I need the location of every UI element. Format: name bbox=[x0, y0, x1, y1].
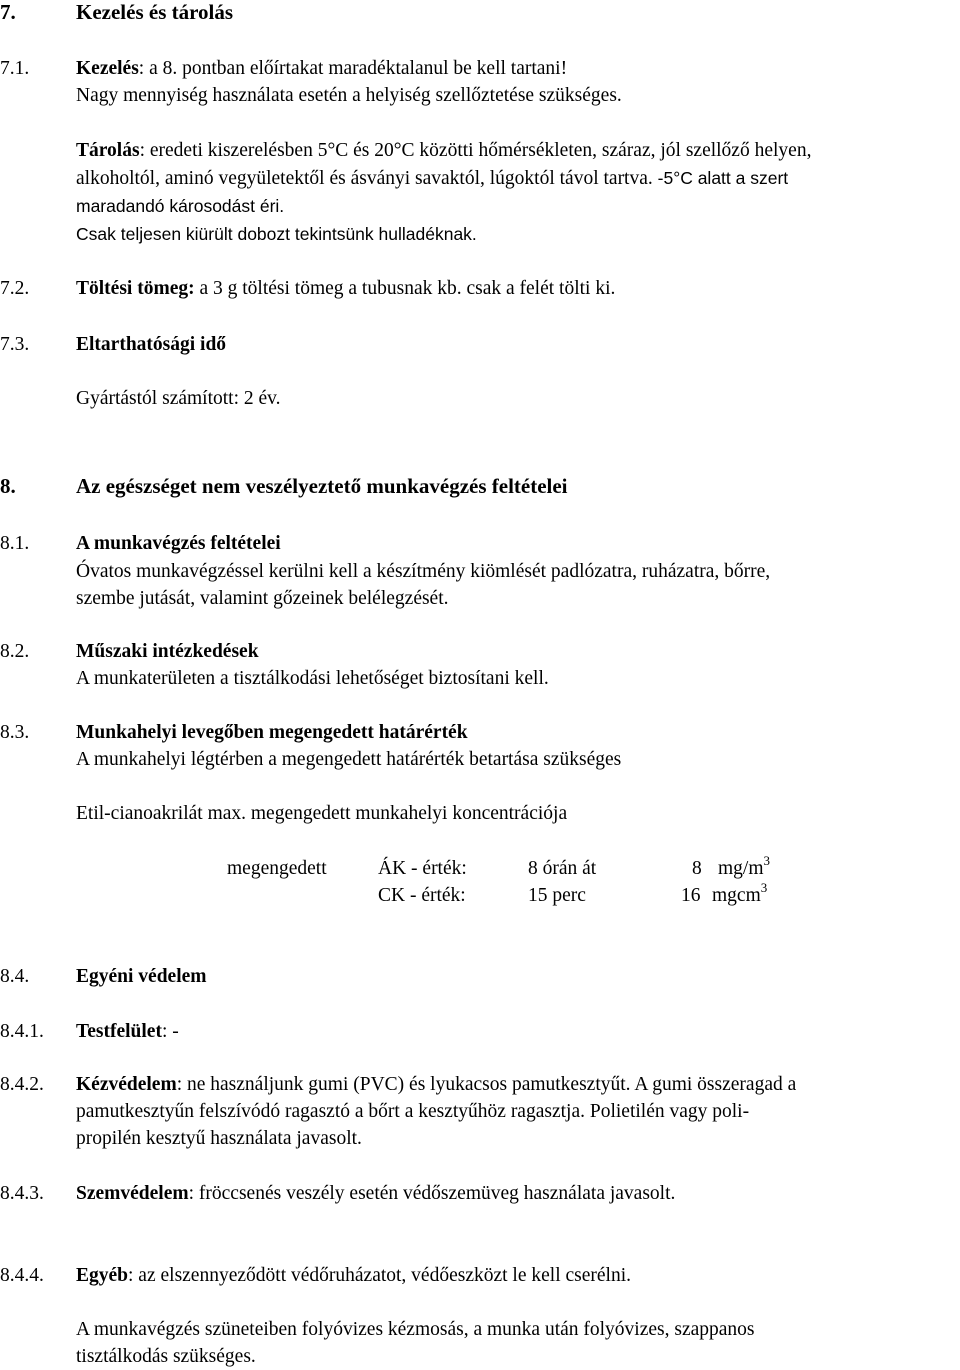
hygiene-line-2: tisztálkodás szükséges. bbox=[76, 1346, 256, 1367]
work-conditions-line-1: Óvatos munkavégzéssel kerülni kell a készítmény kiömlését padlózatra, ruházatra, bőrre, bbox=[76, 561, 771, 582]
section-8-number: 8. bbox=[0, 474, 16, 498]
hand-protection-line-2: pamutkesztyűn felszívódó ragasztó a bőrt a kesztyűhöz ragasztja. Polietilén vagy poli- bbox=[76, 1101, 750, 1122]
fill-mass-text: a 3 g töltési tömeg a tubusnak kb. csak a felét tölti ki. bbox=[194, 278, 616, 299]
other-protection-label: Egyéb bbox=[76, 1265, 129, 1286]
section-7-number: 7. bbox=[0, 0, 16, 24]
technical-measures-text: A munkaterületen a tisztálkodási lehetőséget biztosítani kell. bbox=[76, 668, 549, 689]
hand-protection-line-3: propilén kesztyű használata javasolt. bbox=[76, 1128, 362, 1149]
section-8-4-3-number: 8.4.3. bbox=[0, 1183, 44, 1204]
limit-value-text: A munkahelyi légtérben a megengedett határérték betartása szükséges bbox=[76, 749, 622, 770]
handling-text: : a 8. pontban előírtakat maradéktalanul be kell tartani! bbox=[138, 58, 568, 79]
ak-unit: $mg/m^3$ bbox=[718, 852, 771, 879]
table-lead: megengedett bbox=[227, 858, 327, 879]
body-protection-text: : - bbox=[161, 1021, 179, 1042]
ck-unit: mgcm$^3$ bbox=[712, 879, 768, 906]
section-7-3-number: 7.3. bbox=[0, 334, 30, 355]
shelf-life-text: Gyártástól számított: 2 év. bbox=[76, 388, 281, 409]
body-protection-line bbox=[76, 1018, 960, 1045]
section-8-3-number: 8.3. bbox=[0, 722, 30, 743]
fill-mass-label: Töltési tömeg: bbox=[76, 278, 195, 299]
shelf-life-title: Eltarthatósági idő bbox=[76, 334, 227, 355]
eye-protection-text: : fröccsenés veszély esetén védőszemüveg használata javasolt. bbox=[188, 1183, 676, 1204]
storage-line-3: maradandó károsodást éri. bbox=[76, 196, 285, 216]
ck-label: CK - érték: bbox=[378, 885, 466, 906]
eye-protection-line bbox=[76, 1180, 960, 1207]
storage-line-1 bbox=[76, 137, 960, 164]
section-8-4-1-number: 8.4.1. bbox=[0, 1021, 44, 1042]
storage-line-2 bbox=[76, 165, 960, 192]
section-7-1-number: 7.1. bbox=[0, 58, 30, 79]
other-protection-text: : az elszennyeződött védőruházatot, védőeszközt le kell cserélni. bbox=[128, 1265, 632, 1286]
work-conditions-line-2: szembe jutását, valamint gőzeinek belélegzését. bbox=[76, 588, 449, 609]
section-7-2-number: 7.2. bbox=[0, 278, 30, 299]
concentration-subtitle: Etil-cianoakrilát max. megengedett munkahelyi koncentrációja bbox=[76, 803, 568, 824]
hand-protection-text-1: : ne használjunk gumi (PVC) és lyukacsos pamutkesztyűt. A gumi összeragad a bbox=[176, 1074, 797, 1095]
section-8-4-number: 8.4. bbox=[0, 966, 30, 987]
hygiene-line-1: A munkavégzés szüneteiben folyóvizes kézmosás, a munka után folyóvizes, szappanos bbox=[76, 1319, 755, 1340]
handling-line bbox=[76, 55, 960, 82]
storage-text-2a: alkoholtól, aminó vegyületektől és ásványi savaktól, lúgoktól távol tartva. bbox=[76, 168, 658, 189]
section-7-title: Kezelés és tárolás bbox=[76, 0, 234, 24]
ak-time: 8 órán át bbox=[528, 858, 597, 879]
ventilation-text: Nagy mennyiség használata esetén a helyiség szellőztetése szükséges. bbox=[76, 85, 622, 106]
ak-value: 8 bbox=[692, 858, 702, 879]
work-conditions-title: A munkavégzés feltételei bbox=[76, 533, 281, 554]
storage-label: Tárolás bbox=[76, 140, 140, 161]
section-8-title: Az egészséget nem veszélyeztető munkavégzés feltételei bbox=[76, 474, 568, 498]
section-8-4-4-number: 8.4.4. bbox=[0, 1265, 44, 1286]
fill-mass-line bbox=[76, 275, 960, 302]
section-8-4-2-number: 8.4.2. bbox=[0, 1074, 44, 1095]
ak-label: ÁK - érték: bbox=[378, 858, 467, 879]
hand-protection-line-1 bbox=[76, 1071, 960, 1098]
section-8-2-number: 8.2. bbox=[0, 641, 30, 662]
other-protection-line bbox=[76, 1262, 960, 1289]
technical-measures-title: Műszaki intézkedések bbox=[76, 641, 259, 662]
eye-protection-label: Szemvédelem bbox=[76, 1183, 189, 1204]
handling-label: Kezelés bbox=[76, 58, 139, 79]
body-protection-label: Testfelület bbox=[76, 1021, 162, 1042]
ck-value: 16 bbox=[681, 885, 701, 906]
section-8-1-number: 8.1. bbox=[0, 533, 30, 554]
storage-text-1: : eredeti kiszerelésben 5°C és 20°C közötti hőmérsékleten, száraz, jól szellőző helyen, bbox=[139, 140, 812, 161]
storage-line-4: Csak teljesen kiürült dobozt tekintsünk hulladéknak. bbox=[76, 224, 477, 244]
limit-value-title: Munkahelyi levegőben megengedett határérték bbox=[76, 722, 468, 743]
hand-protection-label: Kézvédelem bbox=[76, 1074, 177, 1095]
ppe-title: Egyéni védelem bbox=[76, 966, 207, 987]
ck-time: 15 perc bbox=[528, 885, 586, 906]
storage-text-2b: -5°C alatt a szert bbox=[657, 168, 789, 188]
